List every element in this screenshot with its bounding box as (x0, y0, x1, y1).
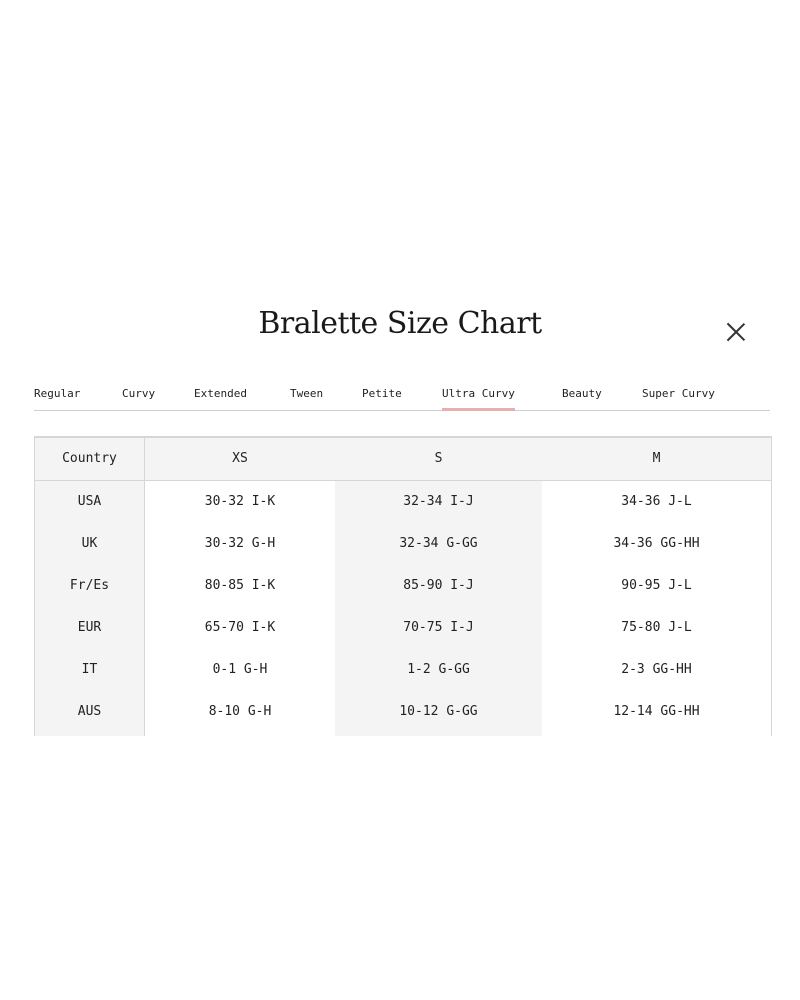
header-xs: XS (232, 451, 248, 466)
table-row (35, 481, 771, 523)
table-header-row (35, 438, 771, 481)
row-xs: 30-32 G-H (204, 536, 276, 551)
tab-regular[interactable]: Regular (34, 387, 81, 400)
row-country: AUS (77, 704, 102, 719)
row-xs: 65-70 I-K (204, 620, 276, 635)
table-row (35, 649, 771, 691)
table-row (35, 691, 771, 733)
header-country: Country (62, 451, 117, 466)
row-m: 34-36 GG-HH (613, 536, 700, 551)
close-icon[interactable] (722, 318, 750, 346)
row-xs: 0-1 G-H (212, 662, 268, 677)
row-m: 2-3 GG-HH (621, 662, 692, 677)
size-category-tabs (34, 386, 770, 411)
row-s: 32-34 I-J (403, 494, 474, 509)
row-m: 90-95 J-L (621, 578, 692, 593)
table-row (35, 565, 771, 607)
row-country: UK (81, 536, 98, 551)
row-s: 70-75 I-J (403, 620, 474, 635)
row-country: EUR (77, 620, 102, 635)
row-s: 32-34 G-GG (399, 536, 478, 551)
row-s: 1-2 G-GG (407, 662, 470, 677)
row-country: Fr/Es (69, 578, 110, 593)
row-country: IT (81, 662, 98, 677)
row-m: 12-14 GG-HH (613, 704, 700, 719)
row-xs: 80-85 I-K (204, 578, 276, 593)
row-m: 34-36 J-L (621, 494, 692, 509)
tab-super-curvy[interactable]: Super Curvy (642, 387, 715, 400)
size-table (34, 436, 772, 736)
table-row (35, 607, 771, 649)
header-s: S (434, 451, 443, 466)
row-s: 85-90 I-J (403, 578, 474, 593)
row-xs: 8-10 G-H (208, 704, 272, 719)
row-country: USA (77, 494, 102, 509)
tab-ultra-curvy[interactable]: Ultra Curvy (442, 386, 515, 410)
modal-title: Bralette Size Chart (258, 306, 542, 341)
tab-extended[interactable]: Extended (194, 387, 247, 400)
tab-curvy[interactable]: Curvy (122, 387, 156, 400)
tab-petite[interactable]: Petite (362, 387, 402, 400)
tab-tween[interactable]: Tween (290, 387, 324, 400)
tab-beauty[interactable]: Beauty (562, 387, 602, 400)
header-m: M (652, 451, 661, 466)
row-m: 75-80 J-L (621, 620, 692, 635)
row-xs: 30-32 I-K (204, 494, 276, 509)
row-s: 10-12 G-GG (399, 704, 478, 719)
table-row (35, 523, 771, 565)
